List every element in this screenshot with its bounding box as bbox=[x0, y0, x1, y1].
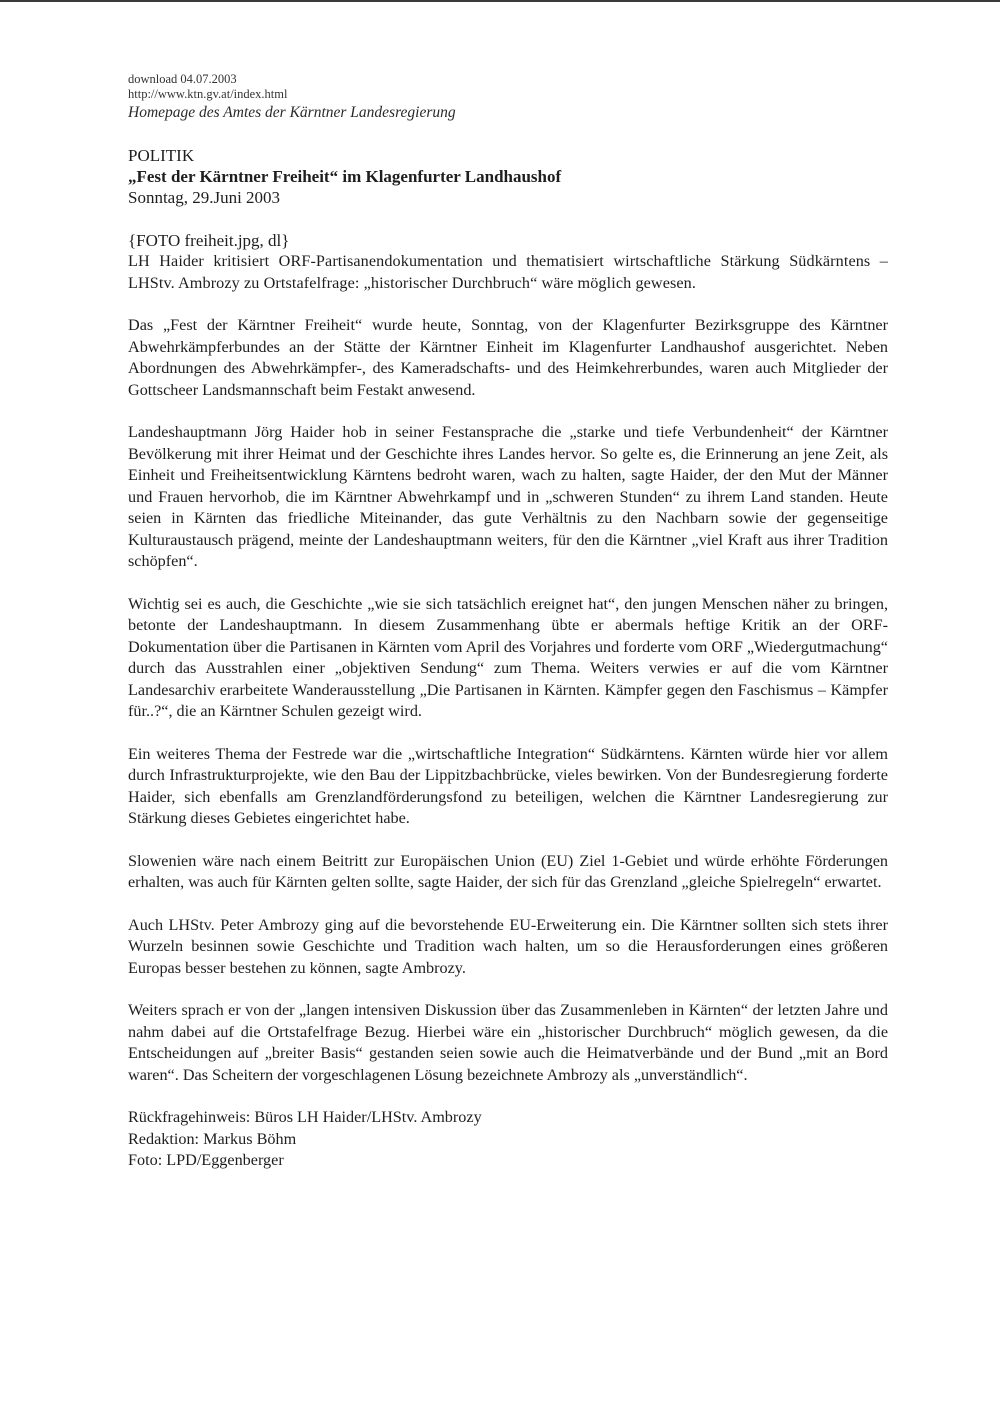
article-paragraph: Auch LHStv. Peter Ambrozy ging auf die bevorstehende EU-Erweiterung ein. Die Kärntner sollten sich stets ihrer Wurzeln besinnen sowie Geschichte und Tradition wach halten, um so die Herausforderungen eines größeren Europas besser bestehen zu können, sagte Ambrozy. bbox=[128, 915, 888, 977]
section-label: POLITIK bbox=[128, 146, 195, 165]
article-paragraph: Slowenien wäre nach einem Beitritt zur Europäischen Union (EU) Ziel 1-Gebiet und würde erhöhte Förderungen erhalten, was auch für Kärnten gelten sollte, sagte Haider, der sich für das Grenzland „gleiche Spielregeln“ erwartet. bbox=[128, 851, 888, 891]
source-title: Homepage des Amtes der Kärntner Landesregierung bbox=[128, 104, 456, 121]
article-lead: LH Haider kritisiert ORF-Partisanendokumentation und thematisiert wirtschaftliche Stärkung Südkärntens – LHStv. Ambrozy zu Ortstafelfrage: „historischer Durchbruch“ wäre möglich gewesen. bbox=[128, 252, 888, 292]
download-date: download 04.07.2003 bbox=[128, 72, 237, 86]
photo-tag: {FOTO freiheit.jpg, dl} bbox=[128, 231, 290, 250]
article-paragraph: Landeshauptmann Jörg Haider hob in seiner Festansprache die „starke und tiefe Verbundenheit“ der Kärntner Bevölkerung mit ihrer Heimat und der Geschichte ihres Landes hervor. So gelte es, die Erinnerung an jene Zeit, als Einheit und Freiheitsentwicklung Kärntens bedroht waren, wach zu halten, sagte Haider, der den Mut der Männer und Frauen hervorhob, die im Kärntner Abwehrkampf und in „schweren Stunden“ zu ihrem Land standen. Heute seien in Kärnten das friedliche Miteinander, das gute Verhältnis zu den Nachbarn sowie der gegenseitige Kulturaustausch prägend, meinte der Landeshauptmann weiters, für den die Kärntner „viel Kraft aus ihrer Tradition schöpfen“. bbox=[128, 423, 888, 570]
article-headline: „Fest der Kärntner Freiheit“ im Klagenfurter Landhaushof bbox=[128, 167, 562, 186]
source-url: http://www.ktn.gv.at/index.html bbox=[128, 87, 288, 101]
article-paragraph: Ein weiteres Thema der Festrede war die „wirtschaftliche Integration“ Südkärntens. Kärnten würde hier vor allem durch Infrastrukturprojekte, wie den Bau der Lippitzbachbrücke, vieles bewirken. Von der Bundesregierung forderte Haider, sich ebenfalls am Grenzlandförderungsfond zu beteiligen, welchen die Kärntner Landesregierung zur Stärkung dieses Gebietes eingerichtet habe. bbox=[128, 744, 888, 827]
document-header bbox=[128, 72, 888, 123]
editor-credit: Redaktion: Markus Böhm bbox=[128, 1129, 297, 1148]
scan-top-border bbox=[0, 0, 1000, 2]
article-paragraph: Wichtig sei es auch, die Geschichte „wie sie sich tatsächlich ereignet hat“, den jungen Menschen näher zu bringen, betonte der Landeshauptmann. In diesem Zusammenhang übte er abermals heftige Kritik an der ORF-Dokumentation über die Partisanen in Kärnten vom April des Vorjahres und forderte vom ORF „Wiedergutmachung“ durch das Ausstrahlen einer „objektiven Sendung“ zum Thema. Weiters verwies er auf die vom Kärntner Landesarchiv erarbeitete Wanderausstellung „Die Partisanen in Kärnten. Kämpfer gegen den Faschismus – Kämpfer für..?“, die an Kärntner Schulen gezeigt wird. bbox=[128, 594, 888, 720]
article-footer bbox=[128, 1107, 888, 1172]
article-date: Sonntag, 29.Juni 2003 bbox=[128, 188, 281, 207]
inquiry-note: Rückfragehinweis: Büros LH Haider/LHStv. Ambrozy bbox=[128, 1108, 482, 1126]
article-paragraph: Das „Fest der Kärntner Freiheit“ wurde heute, Sonntag, von der Klagenfurter Bezirksgruppe des Kärntner Abwehrkämpferbundes an der Stätte der Kärntner Einheit im Klagenfurter Landhaushof ausgerichtet. Neben Abordnungen des Abwehrkämpfer-, des Kameradschafts- und des Heimkehrerbundes, waren auch Mitglieder der Gottscheer Landsmannschaft beim Festakt anwesend. bbox=[128, 316, 888, 399]
photo-credit: Foto: LPD/Eggenberger bbox=[128, 1151, 284, 1169]
article-paragraph: Weiters sprach er von der „langen intensiven Diskussion über das Zusammenleben in Kärnten“ der letzten Jahre und nahm dabei auf die Ortstafelfrage Bezug. Hierbei wäre ein „historischer Durchbruch“ möglich gewesen, da die Entscheidungen auf „breiter Basis“ gestanden seien sowie auch die Heimatverbände und der Bund „mit an Bord waren“. Das Scheitern der vorgeschlagenen Lösung bezeichnete Ambrozy als „unverständlich“. bbox=[128, 1001, 888, 1084]
document-page bbox=[128, 72, 888, 1172]
